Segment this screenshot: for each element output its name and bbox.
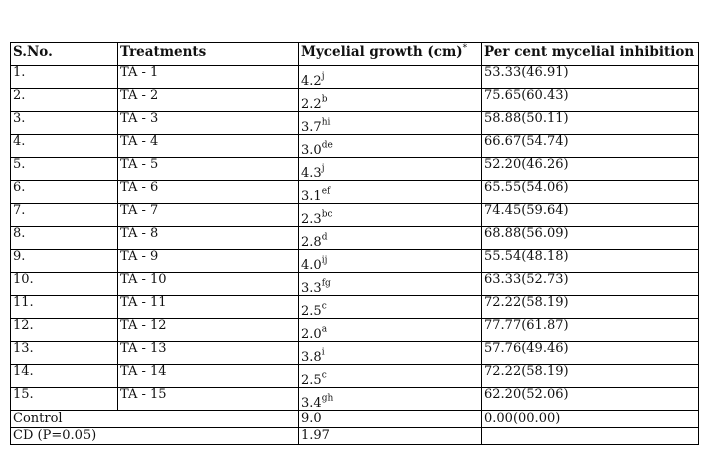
growth-value: 2.5 bbox=[301, 373, 322, 388]
cell-sno: 2. bbox=[11, 89, 118, 112]
cd-empty bbox=[482, 428, 699, 445]
cell-sno: 6. bbox=[11, 181, 118, 204]
table-row bbox=[11, 227, 699, 250]
growth-value: 3.1 bbox=[301, 189, 322, 204]
cell-sno: 5. bbox=[11, 158, 118, 181]
cell-inhibition: 62.20(52.06) bbox=[482, 388, 699, 411]
table-row bbox=[11, 66, 699, 89]
significance-letters: de bbox=[321, 140, 333, 151]
cell-treatment: TA - 14 bbox=[118, 365, 299, 388]
significance-letters: c bbox=[321, 370, 327, 381]
cell-sno: 7. bbox=[11, 204, 118, 227]
cell-inhibition: 65.55(54.06) bbox=[482, 181, 699, 204]
cell-mycelial-growth bbox=[299, 112, 482, 135]
cell-treatment: TA - 1 bbox=[118, 66, 299, 89]
growth-value: 2.2 bbox=[301, 97, 322, 112]
control-growth: 9.0 bbox=[299, 411, 482, 428]
control-row bbox=[11, 411, 699, 428]
header-row bbox=[11, 43, 699, 66]
cd-label: CD (P=0.05) bbox=[11, 428, 299, 445]
cell-sno: 12. bbox=[11, 319, 118, 342]
significance-letters: ef bbox=[321, 186, 331, 197]
significance-letters: j bbox=[321, 71, 325, 82]
cell-sno: 15. bbox=[11, 388, 118, 411]
cd-row bbox=[11, 428, 699, 445]
cell-sno: 9. bbox=[11, 250, 118, 273]
cell-mycelial-growth bbox=[299, 158, 482, 181]
cell-inhibition: 68.88(56.09) bbox=[482, 227, 699, 250]
significance-letters: b bbox=[321, 94, 328, 105]
cell-sno: 4. bbox=[11, 135, 118, 158]
cell-sno: 1. bbox=[11, 66, 118, 89]
cell-inhibition: 66.67(54.74) bbox=[482, 135, 699, 158]
table-row bbox=[11, 204, 699, 227]
cell-mycelial-growth bbox=[299, 66, 482, 89]
table-row bbox=[11, 342, 699, 365]
cell-sno: 8. bbox=[11, 227, 118, 250]
growth-value: 3.0 bbox=[301, 143, 322, 158]
cell-mycelial-growth bbox=[299, 135, 482, 158]
cell-treatment: TA - 10 bbox=[118, 273, 299, 296]
cell-sno: 10. bbox=[11, 273, 118, 296]
cell-mycelial-growth bbox=[299, 204, 482, 227]
table-row bbox=[11, 158, 699, 181]
footnote-marker: * bbox=[462, 43, 468, 54]
header-mycelial-growth bbox=[299, 43, 482, 66]
table-row bbox=[11, 273, 699, 296]
header-mycelial-growth-label: Mycelial growth (cm) bbox=[301, 44, 463, 60]
table-row bbox=[11, 319, 699, 342]
significance-letters: c bbox=[321, 301, 327, 312]
cell-inhibition: 75.65(60.43) bbox=[482, 89, 699, 112]
significance-letters: ij bbox=[321, 255, 328, 266]
cell-sno: 3. bbox=[11, 112, 118, 135]
cell-inhibition: 58.88(50.11) bbox=[482, 112, 699, 135]
cell-treatment: TA - 2 bbox=[118, 89, 299, 112]
growth-value: 2.3 bbox=[301, 212, 322, 227]
header-sno: S.No. bbox=[11, 43, 118, 66]
growth-value: 2.0 bbox=[301, 327, 322, 342]
table-row bbox=[11, 388, 699, 411]
cell-treatment: TA - 11 bbox=[118, 296, 299, 319]
cell-treatment: TA - 5 bbox=[118, 158, 299, 181]
cell-mycelial-growth bbox=[299, 319, 482, 342]
cell-mycelial-growth bbox=[299, 181, 482, 204]
cd-growth: 1.97 bbox=[299, 428, 482, 445]
cell-sno: 11. bbox=[11, 296, 118, 319]
cell-inhibition: 63.33(52.73) bbox=[482, 273, 699, 296]
cell-mycelial-growth bbox=[299, 388, 482, 411]
growth-value: 4.2 bbox=[301, 74, 322, 89]
header-treatments: Treatments bbox=[118, 43, 299, 66]
cell-treatment: TA - 7 bbox=[118, 204, 299, 227]
table-row bbox=[11, 89, 699, 112]
cell-inhibition: 74.45(59.64) bbox=[482, 204, 699, 227]
cell-inhibition: 72.22(58.19) bbox=[482, 296, 699, 319]
cell-inhibition: 72.22(58.19) bbox=[482, 365, 699, 388]
significance-letters: hi bbox=[321, 117, 331, 128]
growth-value: 4.3 bbox=[301, 166, 322, 181]
table-row bbox=[11, 296, 699, 319]
cell-inhibition: 52.20(46.26) bbox=[482, 158, 699, 181]
table-row bbox=[11, 112, 699, 135]
table-body bbox=[11, 66, 699, 445]
significance-letters: bc bbox=[321, 209, 333, 220]
cell-inhibition: 53.33(46.91) bbox=[482, 66, 699, 89]
header-inhibition: Per cent mycelial inhibition bbox=[482, 43, 699, 66]
cell-treatment: TA - 3 bbox=[118, 112, 299, 135]
significance-letters: j bbox=[321, 163, 325, 174]
table-row bbox=[11, 365, 699, 388]
growth-value: 3.7 bbox=[301, 120, 322, 135]
significance-letters: a bbox=[321, 324, 328, 335]
significance-letters: d bbox=[321, 232, 328, 243]
significance-letters: fg bbox=[321, 278, 331, 289]
mycelial-inhibition-table bbox=[10, 42, 699, 445]
growth-value: 4.0 bbox=[301, 258, 322, 273]
cell-mycelial-growth bbox=[299, 273, 482, 296]
cell-mycelial-growth bbox=[299, 89, 482, 112]
cell-sno: 14. bbox=[11, 365, 118, 388]
cell-inhibition: 77.77(61.87) bbox=[482, 319, 699, 342]
control-label: Control bbox=[11, 411, 299, 428]
cell-treatment: TA - 9 bbox=[118, 250, 299, 273]
control-inhibition: 0.00(00.00) bbox=[482, 411, 699, 428]
cell-mycelial-growth bbox=[299, 227, 482, 250]
cell-sno: 13. bbox=[11, 342, 118, 365]
cell-treatment: TA - 4 bbox=[118, 135, 299, 158]
cell-treatment: TA - 8 bbox=[118, 227, 299, 250]
significance-letters: i bbox=[321, 347, 325, 358]
table-row bbox=[11, 250, 699, 273]
cell-mycelial-growth bbox=[299, 365, 482, 388]
growth-value: 3.8 bbox=[301, 350, 322, 365]
cell-mycelial-growth bbox=[299, 250, 482, 273]
significance-letters: gh bbox=[321, 393, 334, 404]
table-row bbox=[11, 135, 699, 158]
cell-treatment: TA - 13 bbox=[118, 342, 299, 365]
cell-inhibition: 55.54(48.18) bbox=[482, 250, 699, 273]
cell-treatment: TA - 6 bbox=[118, 181, 299, 204]
growth-value: 2.5 bbox=[301, 304, 322, 319]
growth-value: 2.8 bbox=[301, 235, 322, 250]
table-row bbox=[11, 181, 699, 204]
growth-value: 3.3 bbox=[301, 281, 322, 296]
cell-treatment: TA - 12 bbox=[118, 319, 299, 342]
cell-mycelial-growth bbox=[299, 342, 482, 365]
cell-inhibition: 57.76(49.46) bbox=[482, 342, 699, 365]
cell-mycelial-growth bbox=[299, 296, 482, 319]
cell-treatment: TA - 15 bbox=[118, 388, 299, 411]
growth-value: 3.4 bbox=[301, 396, 322, 411]
